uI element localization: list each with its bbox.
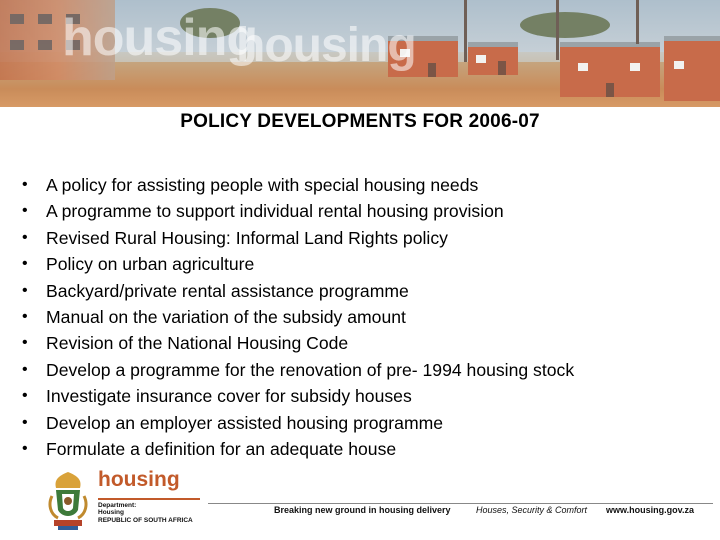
bullet-marker: • xyxy=(22,202,28,220)
bullet-item xyxy=(22,304,712,330)
bullet-text: A policy for assisting people with special housing needs xyxy=(46,175,479,195)
bullet-item xyxy=(22,225,712,251)
bullet-item xyxy=(22,278,712,304)
bullet-text: Develop an employer assisted housing programme xyxy=(46,412,444,433)
banner-wordmark: housing xyxy=(62,9,258,67)
banner-pole xyxy=(464,0,467,62)
footer-brand-rule xyxy=(98,498,200,500)
banner-pole xyxy=(636,0,639,44)
footer-dept-line: Housing xyxy=(98,509,124,517)
coat-of-arms-icon xyxy=(46,470,90,532)
footer-website: www.housing.gov.za xyxy=(606,505,695,515)
bullet-marker: • xyxy=(22,281,28,299)
slide-title: POLICY DEVELOPMENTS FOR 2006-07 xyxy=(180,111,540,132)
footer-dept-line: Department: xyxy=(98,502,137,509)
bullet-item xyxy=(22,436,712,462)
banner-wordmark: housing xyxy=(236,19,416,72)
bullet-marker: • xyxy=(22,228,28,246)
footer-divider xyxy=(208,503,713,504)
bullet-item xyxy=(22,357,712,383)
bullet-text: Manual on the variation of the subsidy amount xyxy=(46,306,406,327)
bullet-marker: • xyxy=(22,387,28,405)
bullet-list xyxy=(22,172,712,462)
bullet-marker: • xyxy=(22,255,28,273)
bullet-text: A programme to support individual rental housing provision xyxy=(46,201,504,222)
footer-motto: Houses, Security & Comfort xyxy=(476,505,588,515)
bullet-text: Policy on urban agriculture xyxy=(46,254,255,275)
footer-department xyxy=(98,502,193,524)
banner-pole xyxy=(556,0,559,60)
bullet-text: Formulate a definition for an adequate house xyxy=(46,438,397,459)
banner-house xyxy=(664,36,720,101)
bullet-marker: • xyxy=(22,439,28,457)
bullet-marker: • xyxy=(22,413,28,431)
bullet-text: Investigate insurance cover for subsidy houses xyxy=(46,386,412,407)
bullet-text: Revision of the National Housing Code xyxy=(46,333,349,354)
bullet-item xyxy=(22,410,712,436)
bullet-text: Develop a programme for the renovation of pre- 1994 housing stock xyxy=(46,359,575,380)
bullet-item xyxy=(22,383,712,409)
bullet-item xyxy=(22,251,712,277)
bullet-marker: • xyxy=(22,334,28,352)
bullet-marker: • xyxy=(22,360,28,378)
header-banner-photo xyxy=(0,0,720,107)
bullet-text: Revised Rural Housing: Informal Land Rights policy xyxy=(46,227,448,248)
bullet-text: Backyard/private rental assistance programme xyxy=(46,280,409,301)
bullet-item xyxy=(22,330,712,356)
bullet-marker: • xyxy=(22,176,28,193)
bullet-item xyxy=(22,198,712,224)
footer-brand: housing xyxy=(98,468,180,491)
bullet-marker: • xyxy=(22,307,28,325)
banner-tree xyxy=(520,12,610,38)
bullet-item xyxy=(22,172,712,198)
banner-house xyxy=(468,42,518,75)
footer-tagline: Breaking new ground in housing delivery xyxy=(274,505,451,515)
footer-dept-line: REPUBLIC OF SOUTH AFRICA xyxy=(98,516,193,524)
banner-house xyxy=(560,42,660,97)
footer xyxy=(0,466,720,540)
